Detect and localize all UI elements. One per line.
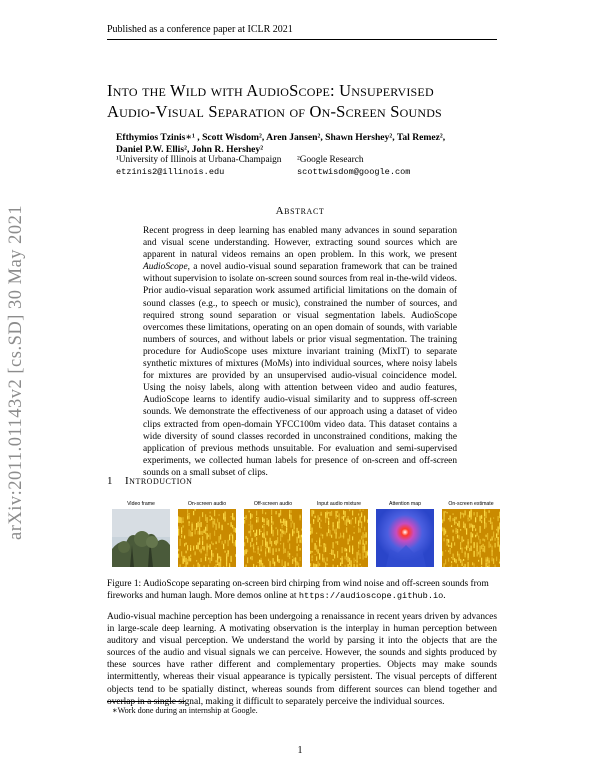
intro-text: Audio-visual machine perception has been undergoing a renaissance in recent years driven by advances in large-scale deep learning. A motivating observation is the interplay in human perception between auditory and visual perception. We understand the world by parsing it into the objects that are the sources of the audio and visual signals we can perceive. However, the sounds and sights produced by these sources have rather different and complementary properties. Objects may make sounds intermittently, whereas their visual appearance is typically persistent. The visual percepts of different objects tend to be spatially distinct, whereas sounds from different sources can blend together and overlap in a single signal, making it difficult to separately perceive the individual sources. bbox=[107, 612, 497, 707]
spectrogram-off-screen bbox=[244, 509, 302, 567]
spectrogram-on-screen-estimate bbox=[442, 509, 500, 567]
spectrogram-input-mixture bbox=[310, 509, 368, 567]
title-line-1: Into the Wild with AudioScope: Unsupervised bbox=[107, 81, 434, 100]
email-wisdom[interactable]: scottwisdom@google.com bbox=[297, 167, 411, 177]
affiliation-google: ²Google Research bbox=[297, 155, 364, 165]
panel-caption: Off-screen audio bbox=[253, 501, 293, 507]
header-rule bbox=[107, 39, 497, 40]
abstract-body bbox=[143, 225, 457, 479]
email-tzinis[interactable]: etzinis2@illinois.edu bbox=[116, 167, 225, 177]
authors-line-2: Daniel P.W. Ellis², John R. Hershey² bbox=[116, 144, 264, 155]
panel-caption: Attention map bbox=[388, 501, 421, 507]
author-list bbox=[116, 132, 496, 156]
panel-off-screen-audio bbox=[244, 500, 302, 567]
figure-caption bbox=[107, 578, 497, 603]
video-frame-image bbox=[112, 509, 170, 567]
abstract-heading: Abstract bbox=[275, 205, 325, 217]
audioscope-name: AudioScope bbox=[143, 262, 188, 273]
caption-end: . bbox=[443, 591, 446, 602]
panel-on-screen-audio bbox=[178, 500, 236, 567]
abstract-intro: Recent progress in deep learning has enabled many advances in sound separation and visual scene understanding. However, extracting sound sources which are apparent in natural videos remains an open problem. In this work, we present bbox=[143, 226, 457, 261]
affiliation-uiuc: ¹University of Illinois at Urbana-Champaign bbox=[116, 155, 282, 165]
arxiv-stamp: arXiv:2011.01143v2 [cs.SD] 30 May 2021 bbox=[6, 204, 26, 540]
footnote: ∗Work done during an internship at Google. bbox=[112, 706, 258, 715]
abstract-rest: , a novel audio-visual sound separation framework that can be trained without supervision to isolate on-screen sound sources from real in-the-wild videos. Prior audio-visual separation work assumed artificial limitations on the domain of sound classes (e.g., to speech or music), constrained the number of sources, and required strong sound separation or visual segmentation labels. AudioScope overcomes these limitations, operating on an open domain of sounds, with variable numbers of sources, and without labels or prior visual segmentation. The training procedure for AudioScope uses mixture invariant training (MixIT) to separate synthetic mixtures of mixtures (MoMs) into individual sources, where noisy labels for mixtures are provided by an unsupervised audio-visual coincidence model. Using the noisy labels, along with attention between video and audio features, AudioScope learns to identify audio-visual similarity and to suppress off-screen sounds. We demonstrate the effectiveness of our approach using a dataset of video clips extracted from open-domain YFCC100m video data. This dataset contains a wide diversity of sound classes recorded in unconstrained conditions, making the application of previous methods unsuitable. For evaluation and semi-supervised experiments, we collected human labels for presence of on-screen and off-screen sounds on a small subset of clips. bbox=[143, 262, 457, 478]
demo-link[interactable]: https://audioscope.github.io bbox=[298, 591, 444, 602]
title-line-2: Audio-Visual Separation of On-Screen Sounds bbox=[107, 102, 442, 121]
paper-title bbox=[107, 80, 507, 122]
panel-caption: On-screen estimate bbox=[448, 501, 494, 507]
intro-paragraph bbox=[107, 611, 497, 708]
page-number: 1 bbox=[297, 745, 303, 756]
panel-input-mixture bbox=[310, 500, 368, 567]
panel-caption: Video frame bbox=[127, 501, 155, 507]
footnote-rule bbox=[107, 701, 185, 702]
running-header: Published as a conference paper at ICLR 2021 bbox=[107, 24, 293, 35]
panel-caption: On-screen audio bbox=[187, 501, 227, 507]
attention-heatmap bbox=[376, 509, 434, 567]
section-title: Introduction bbox=[125, 475, 193, 487]
panel-video-frame bbox=[112, 500, 170, 567]
caption-text: Figure 1: AudioScope separating on-screen bird chirping from wind noise and off-screen sounds from fireworks and human laugh. More demos online at bbox=[107, 579, 489, 602]
authors-line-1: Efthymios Tzinis∗¹ , Scott Wisdom², Aren Jansen², Shawn Hershey², Tal Remez², bbox=[116, 132, 446, 143]
abstract-paragraph bbox=[143, 225, 457, 479]
panel-attention-map bbox=[376, 500, 434, 567]
panel-caption: Input audio mixture bbox=[316, 501, 362, 507]
section-number: 1 bbox=[107, 475, 113, 487]
panel-on-screen-estimate bbox=[442, 500, 500, 567]
spectrogram-on-screen bbox=[178, 509, 236, 567]
figure-1 bbox=[112, 500, 502, 572]
